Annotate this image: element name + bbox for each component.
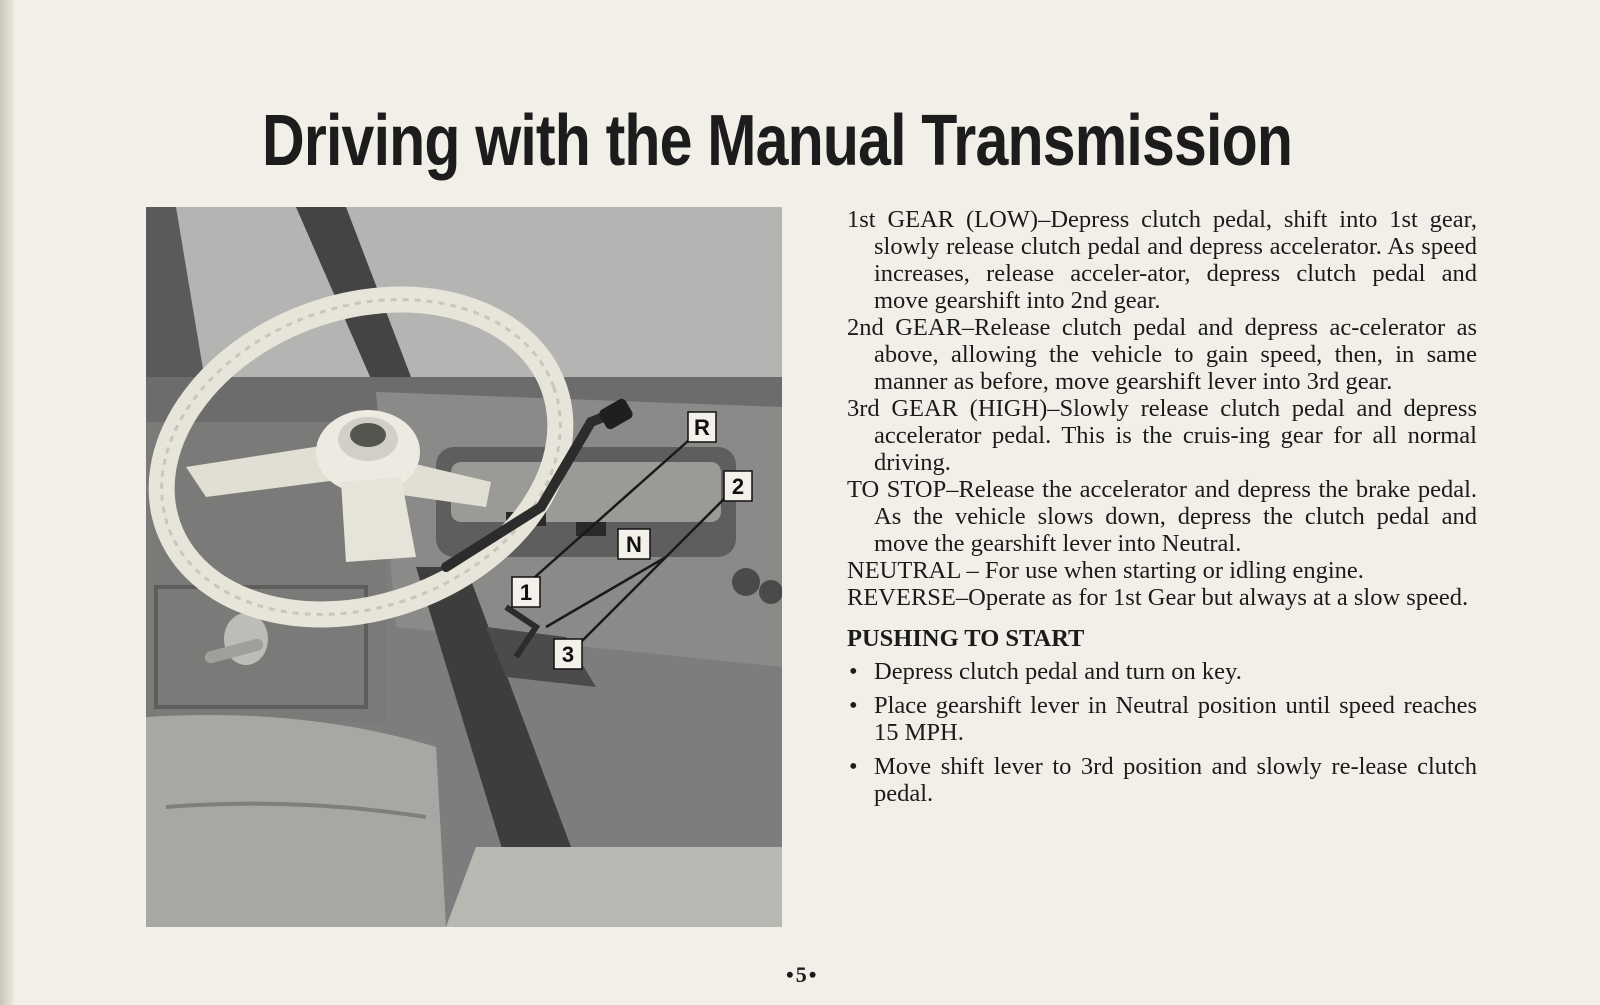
list-item <box>847 658 1477 685</box>
gear-label-1 <box>512 577 540 607</box>
gear-label-3 <box>554 639 582 669</box>
instruction-2nd-gear: 2nd GEAR–Release clutch pedal and depress ac-celerator as above, allowing the vehicle to gain speed, then, in same manner as before, move gearshift lever into 3rd gear. <box>847 314 1477 395</box>
bullet-icon: • <box>849 658 858 685</box>
svg-text:N: N <box>626 532 642 557</box>
gear-label-r <box>688 412 716 442</box>
page-title: Driving with the Manual Transmission <box>262 101 1293 181</box>
gear-label-2 <box>724 471 752 501</box>
instruction-to-stop: TO STOP–Release the accelerator and depress the brake pedal. As the vehicle slows down, depress the clutch pedal and move the gearshift lever into Neutral. <box>847 476 1477 557</box>
pushing-to-start-list <box>847 658 1477 807</box>
svg-text:1: 1 <box>519 580 533 605</box>
bullet-icon: • <box>849 692 858 719</box>
svg-text:2: 2 <box>731 474 745 499</box>
instruction-reverse: REVERSE–Operate as for 1st Gear but always at a slow speed. <box>847 584 1469 611</box>
instructions-column <box>847 206 1477 814</box>
list-item-text: Place gearshift lever in Neutral position until speed reaches 15 MPH. <box>874 692 1477 746</box>
list-item <box>847 753 1477 807</box>
instruction-3rd-gear: 3rd GEAR (HIGH)–Slowly release clutch pedal and depress accelerator pedal. This is the cruis-ing gear for all normal driving. <box>847 395 1477 476</box>
page-number: •5• <box>786 962 819 987</box>
svg-text:R: R <box>694 415 710 440</box>
list-item <box>847 692 1477 746</box>
page-edge <box>0 0 14 1005</box>
bullet-icon: • <box>849 753 858 780</box>
pushing-to-start-heading: PUSHING TO START <box>847 625 1085 652</box>
list-item-text: Move shift lever to 3rd position and slowly re-lease clutch pedal. <box>874 753 1477 807</box>
instruction-1st-gear: 1st GEAR (LOW)–Depress clutch pedal, shift into 1st gear, slowly release clutch pedal and depress accelerator. As speed increases, release acceler-ator, depress clutch pedal and move gearshift into 2nd gear. <box>847 206 1477 314</box>
steering-wheel-photo <box>146 207 782 927</box>
instruction-neutral: NEUTRAL – For use when starting or idling engine. <box>847 557 1364 584</box>
svg-text:3: 3 <box>561 642 575 667</box>
gear-label-n <box>618 529 650 559</box>
list-item-text: Depress clutch pedal and turn on key. <box>874 658 1242 685</box>
